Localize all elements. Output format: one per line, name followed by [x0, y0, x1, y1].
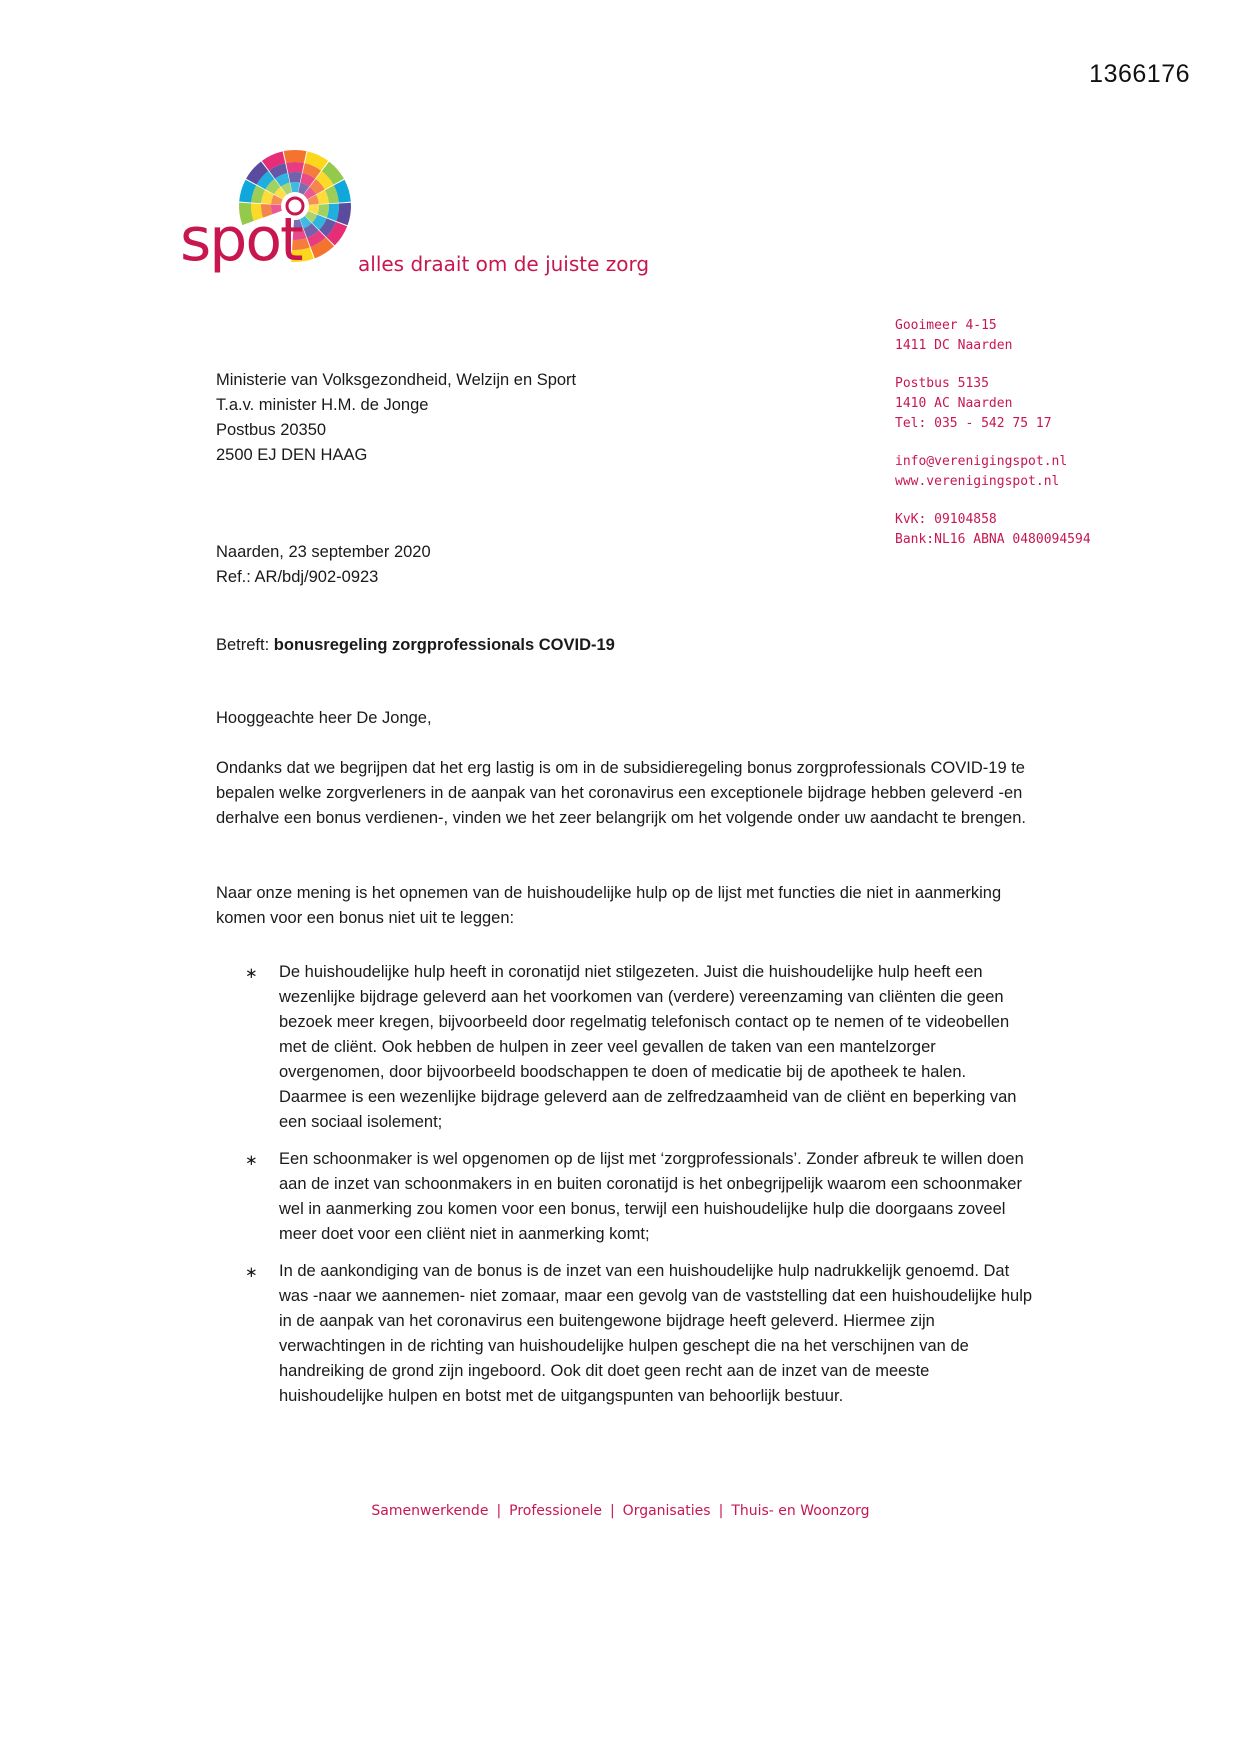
footer-item: Organisaties: [622, 1503, 711, 1519]
logo-wheel-segment: [284, 150, 307, 163]
bullet-marker: ∗: [245, 1152, 258, 1169]
footer-item: Samenwerkende: [371, 1503, 489, 1519]
list-item: [216, 960, 1036, 1135]
bullet-marker: ∗: [245, 1264, 258, 1281]
footer-item: Professionele: [509, 1503, 602, 1519]
sender-block: [895, 316, 1195, 568]
reference: Ref.: AR/bdj/902-0923: [216, 568, 379, 586]
footer-separator: |: [496, 1503, 502, 1519]
footer: [0, 1503, 1241, 1519]
sender-address: [895, 316, 1195, 356]
sender-address-line: 1411 DC Naarden: [895, 338, 1013, 353]
sender-postbus-line: 1410 AC Naarden: [895, 396, 1013, 411]
sender-kvk: KvK: 09104858: [895, 512, 997, 527]
place-date: Naarden, 23 september 2020: [216, 543, 431, 561]
sender-website: www.verenigingspot.nl: [895, 474, 1060, 489]
sender-bank: Bank:NL16 ABNA 0480094594: [895, 532, 1091, 547]
date-block: [216, 540, 431, 590]
spot-logo: [180, 148, 650, 298]
salutation: Hooggeachte heer De Jonge,: [216, 709, 432, 727]
document-number: 1366176: [1089, 60, 1190, 88]
list-item: [216, 1147, 1036, 1247]
bullet-marker: ∗: [245, 965, 258, 982]
logo-wheel-segment: [286, 162, 304, 173]
footer-item: Thuis- en Woonzorg: [731, 1503, 870, 1519]
bullet-list: [216, 960, 1036, 1421]
recipient-line: Ministerie van Volksgezondheid, Welzijn en Sport: [216, 371, 577, 389]
logo-wheel-segment: [288, 172, 302, 183]
sender-contact: [895, 452, 1195, 492]
subject-text: bonusregeling zorgprofessionals COVID-19: [273, 636, 615, 654]
sender-postbus: [895, 374, 1195, 434]
recipient-line: T.a.v. minister H.M. de Jonge: [216, 396, 429, 414]
paragraph: Naar onze mening is het opnemen van de huishoudelijke hulp op de lijst met functies die niet in aanmerking komen voor een bonus niet uit te leggen:: [216, 884, 1002, 927]
list-item-text: In de aankondiging van de bonus is de inzet van een huishoudelijke hulp nadrukkelijk genoemd. Dat was -naar we aannemen- niet zomaar, maar een gevolg van de vaststelling dat een huishoudelijke hulp in de aanpak van het coronavirus een buitengewone bijdrage heeft geleverd. Hiermee zijn verwachtingen in de richting van huishoudelijke hulpen geschept die na het verschijnen van de handreiking de grond zijn ingeboord. Ook dit doet geen recht aan de inzet van de meeste huishoudelijke hulpen en botst met de uitgangspunten van behoorlijk bestuur.: [279, 1262, 1033, 1405]
sender-email: info@verenigingspot.nl: [895, 454, 1068, 469]
subject-line: [216, 636, 615, 655]
logo-tagline: alles draait om de juiste zorg: [358, 252, 650, 276]
recipient-line: Postbus 20350: [216, 421, 327, 439]
logo-wheel-segment: [290, 182, 300, 192]
subject-label: Betreft:: [216, 636, 270, 654]
footer-separator: |: [718, 1503, 724, 1519]
recipient-line: 2500 EJ DEN HAAG: [216, 446, 368, 464]
logo-wordmark: spot: [180, 205, 302, 275]
sender-phone: Tel: 035 - 542 75 17: [895, 416, 1052, 431]
sender-registration: [895, 510, 1195, 550]
footer-separator: |: [609, 1503, 615, 1519]
list-item: [216, 1259, 1036, 1409]
list-item-text: De huishoudelijke hulp heeft in coronatijd niet stilgezeten. Juist die huishoudelijke hulp heeft een wezenlijke bijdrage geleverd aan het voorkomen van (verdere) vereenzaming van cliënten die geen bezoek meer kregen, bijvoorbeeld door regelmatig telefonisch contact op te nemen of te videobellen met de cliënt. Ook hebben de hulpen in zeer veel gevallen de taken van een mantelzorger overgenomen, door bijvoorbeeld boodschappen te doen of medicatie bij de apotheek te halen. Daarmee is een wezenlijke bijdrage geleverd aan de zelfredzaamheid van de cliënt en beperking van een sociaal isolement;: [279, 963, 1017, 1131]
recipient-address: [216, 368, 576, 468]
sender-address-line: Gooimeer 4-15: [895, 318, 997, 333]
sender-postbus-line: Postbus 5135: [895, 376, 989, 391]
paragraph: Ondanks dat we begrijpen dat het erg lastig is om in de subsidieregeling bonus zorgprofessionals COVID-19 te bepalen welke zorgverleners in de aanpak van het coronavirus een exceptionele bijdrage hebben geleverd -en derhalve een bonus verdienen-, vinden we het zeer belangrijk om het volgende onder uw aandacht te brengen.: [216, 759, 1026, 827]
list-item-text: Een schoonmaker is wel opgenomen op de lijst met ‘zorgprofessionals’. Zonder afbreuk te willen doen aan de inzet van schoonmakers in en buiten coronatijd is het onbegrijpelijk waarom een schoonmaker wel in aanmerking zou komen voor een bonus, terwijl een huishoudelijke hulp die doorgaans zoveel meer doet voor een cliënt niet in aanmerking komt;: [279, 1150, 1024, 1243]
